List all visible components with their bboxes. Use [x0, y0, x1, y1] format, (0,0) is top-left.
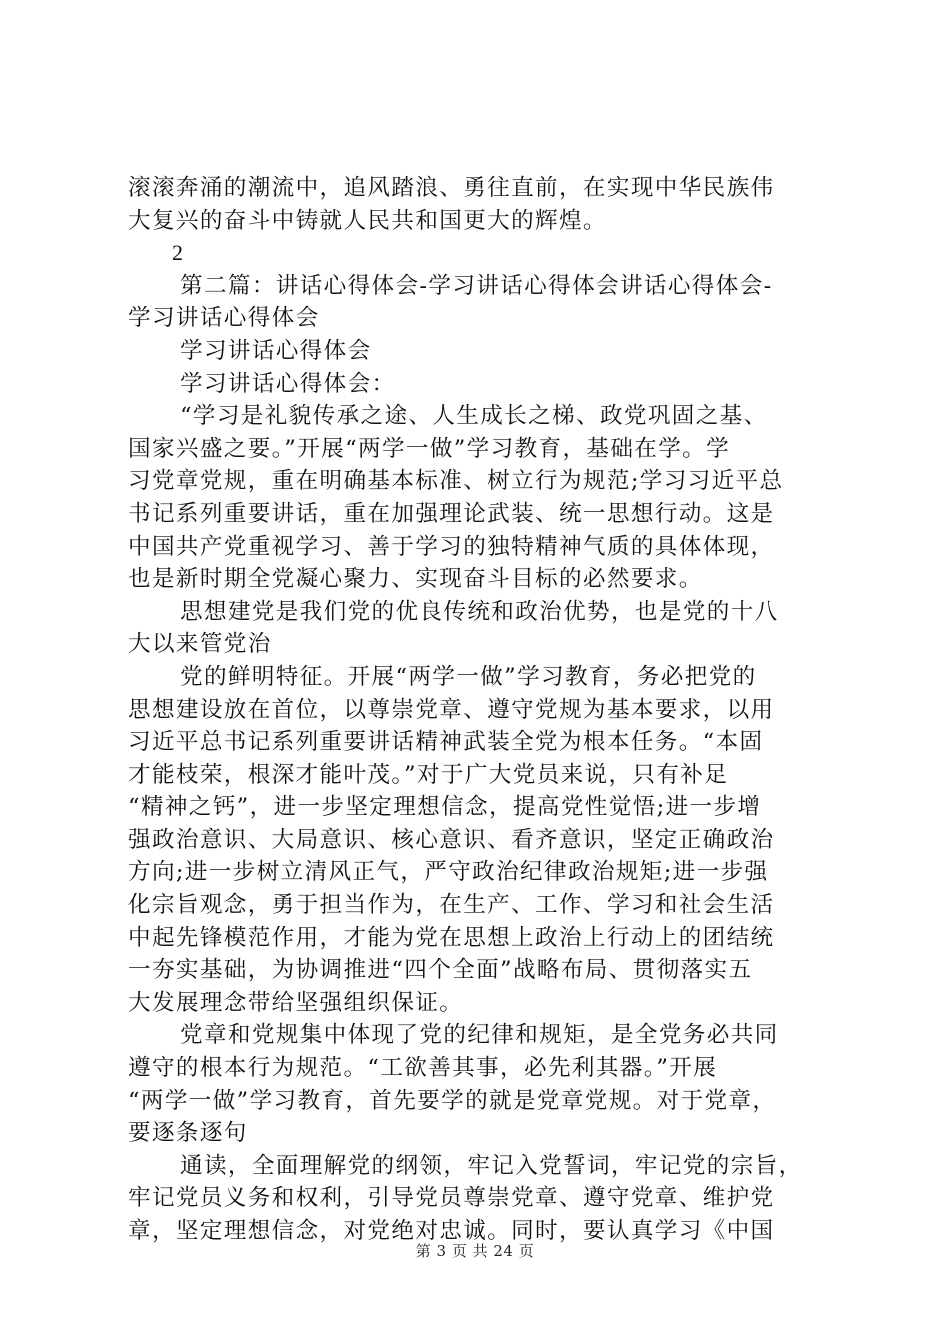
section-heading: 第二篇：讲话心得体会-学习讲话心得体会讲话心得体会-	[180, 272, 773, 299]
text-line: 思想建设放在首位，以尊崇党章、遵守党规为基本要求，以用	[128, 696, 775, 723]
text-line: 牢记党员义务和权利，引导党员尊崇党章、遵守党章、维护党	[128, 1185, 775, 1212]
text-line: 强政治意识、大局意识、核心意识、看齐意识，坚定正确政治	[128, 826, 775, 853]
text-line: 学习讲话心得体会	[180, 337, 372, 364]
document-body	[128, 172, 840, 1248]
text-line: “精神之钙”，进一步坚定理想信念，提高党性觉悟;进一步增	[128, 794, 762, 821]
text-line: 习近平总书记系列重要讲话精神武装全党为根本任务。“本固	[128, 729, 764, 756]
text-line: 大发展理念带给坚强组织保证。	[128, 989, 464, 1016]
text-line: 党章和党规集中体现了党的纪律和规矩，是全党务必共同	[180, 1022, 779, 1049]
text-line: 方向;进一步树立清风正气，严守政治纪律政治规矩;进一步强	[128, 859, 769, 886]
text-line: 中起先锋模范作用，才能为党在思想上政治上行动上的团结统	[128, 924, 775, 951]
text-line: 学习讲话心得体会：	[180, 370, 396, 397]
text-line: 思想建党是我们党的优良传统和政治优势，也是党的十八	[180, 598, 779, 625]
text-line: 才能枝荣，根深才能叶茂。”对于广大党员来说，只有补足	[128, 761, 729, 788]
text-line: 一夯实基础，为协调推进“四个全面”战略布局、贯彻落实五	[128, 957, 753, 984]
text-line: 要逐条逐句	[128, 1120, 248, 1147]
text-line: 遵守的根本行为规范。“工欲善其事，必先利其器。”开展	[128, 1055, 718, 1082]
text-line: 党的鲜明特征。开展“两学一做”学习教育，务必把党的	[180, 663, 757, 690]
text-line: 也是新时期全党凝心聚力、实现奋斗目标的必然要求。	[128, 566, 703, 593]
section-heading-continued: 学习讲话心得体会	[128, 305, 320, 332]
text-line: 书记系列重要讲话，重在加强理论武装、统一思想行动。这是	[128, 500, 775, 527]
text-line: 滚滚奔涌的潮流中，追风踏浪、勇往直前，在实现中华民族伟	[128, 175, 775, 201]
text-line: 大以来管党治	[128, 631, 272, 658]
inline-page-number: 2	[172, 240, 183, 266]
text-line: 化宗旨观念，勇于担当作为，在生产、工作、学习和社会生活	[128, 892, 775, 919]
text-line: 中国共产党重视学习、善于学习的独特精神气质的具体体现，	[128, 533, 775, 560]
page-footer: 第 3 页 共 24 页	[415, 1242, 535, 1260]
text-line: 通读，全面理解党的纲领，牢记入党誓词，牢记党的宗旨，	[180, 1152, 803, 1179]
text-line: “学习是礼貌传承之途、人生成长之梯、政党巩固之基、	[180, 403, 768, 430]
text-line: 习党章党规，重在明确基本标准、树立行为规范;学习习近平总	[128, 468, 784, 495]
text-line: 国家兴盛之要。”开展“两学一做”学习教育，基础在学。学	[128, 435, 731, 462]
text-line: 章，坚定理想信念，对党绝对忠诚。同时，要认真学习《中国	[128, 1218, 775, 1244]
text-line: “两学一做”学习教育，首先要学的就是党章党规。对于党章，	[128, 1087, 777, 1114]
text-line: 大复兴的奋斗中铸就人民共和国更大的辉煌。	[128, 207, 607, 234]
